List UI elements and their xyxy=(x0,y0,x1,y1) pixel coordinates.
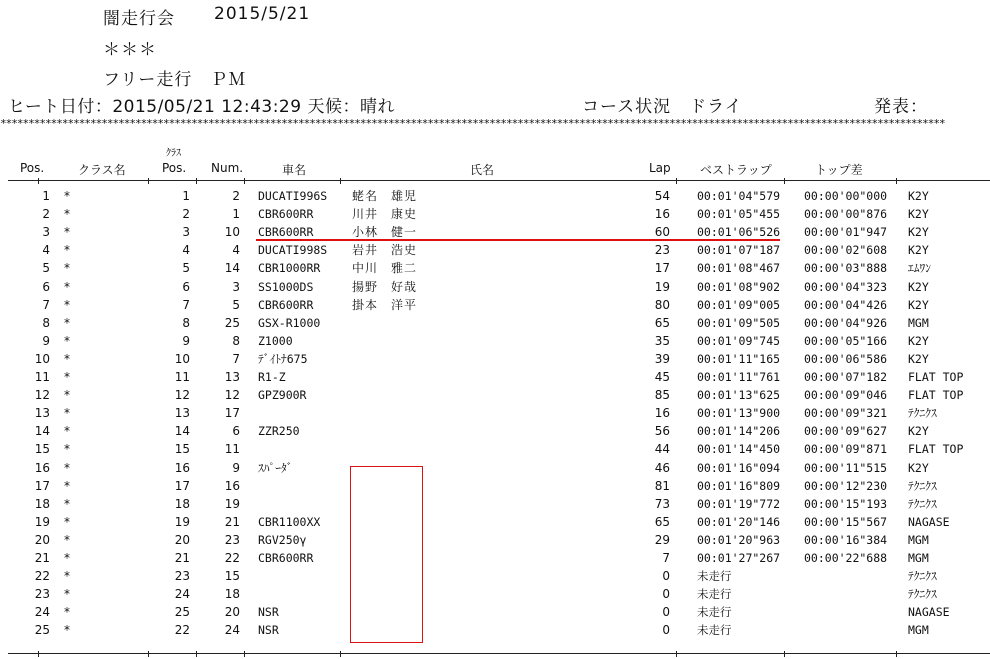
row-class: * xyxy=(64,406,70,421)
row-lap: 0 xyxy=(662,587,670,602)
highlight-box xyxy=(350,466,423,643)
row-best-lap: 00:01'16"094 xyxy=(697,460,781,475)
rule-tick xyxy=(196,651,197,657)
row-best-lap: 00:01'13"900 xyxy=(697,406,781,421)
row-class: * xyxy=(64,351,70,366)
row-team: MGM xyxy=(908,551,929,565)
row-lap: 46 xyxy=(654,460,670,475)
row-best-lap: 00:01'08"467 xyxy=(697,261,781,276)
col-class-pos-top: ｸﾗｽ xyxy=(166,148,181,159)
row-class-pos: 17 xyxy=(174,478,190,493)
row-lap: 85 xyxy=(654,388,670,403)
row-best-lap: 00:01'16"809 xyxy=(697,478,781,493)
row-lap: 54 xyxy=(654,189,670,203)
table-row xyxy=(0,386,990,404)
row-car: GSX-R1000 xyxy=(258,315,321,330)
row-pos: 21 xyxy=(34,551,50,565)
row-top-gap: 00:00'04"323 xyxy=(804,279,888,294)
row-class: * xyxy=(64,207,70,222)
table-row xyxy=(0,241,990,259)
row-top-gap: 00:00'01"947 xyxy=(804,225,888,240)
row-rider: 蛯名 雄児 xyxy=(352,189,418,203)
row-best-lap: 未走行 xyxy=(697,623,732,638)
row-class: * xyxy=(64,551,70,565)
row-class: * xyxy=(64,279,70,294)
row-class-pos: 18 xyxy=(174,496,190,511)
row-best-lap: 00:01'09"745 xyxy=(697,333,781,348)
row-car: Z1000 xyxy=(258,333,293,348)
row-num: 18 xyxy=(224,587,240,602)
event-subtitle: ＊＊＊ xyxy=(103,40,157,60)
row-num: 9 xyxy=(232,460,240,475)
row-num: 12 xyxy=(224,388,240,403)
row-pos: 18 xyxy=(34,496,50,511)
session-title: フリー走行 ＰＭ xyxy=(103,70,247,90)
row-class-pos: 20 xyxy=(174,532,190,547)
row-class-pos: 19 xyxy=(174,514,190,529)
row-class: * xyxy=(64,442,70,457)
row-class-pos: 13 xyxy=(174,406,190,421)
row-rider: 川井 康史 xyxy=(352,207,418,222)
row-team: K2Y xyxy=(908,297,929,312)
row-top-gap: 00:00'00"876 xyxy=(804,207,888,222)
row-num: 14 xyxy=(224,261,240,276)
row-class-pos: 22 xyxy=(174,623,190,638)
row-pos: 13 xyxy=(34,406,50,421)
row-rider: 揚野 好哉 xyxy=(352,279,418,294)
rule-tick xyxy=(676,178,677,184)
row-pos: 11 xyxy=(34,370,50,384)
row-top-gap: 00:00'11"515 xyxy=(804,460,888,475)
row-top-gap: 00:00'15"193 xyxy=(804,496,888,511)
col-class-name: クラス名 xyxy=(78,163,126,177)
row-team: ｴﾑﾜﾝ xyxy=(908,261,931,276)
row-best-lap: 00:01'13"625 xyxy=(697,388,781,403)
row-car: NSR xyxy=(258,623,279,638)
row-class-pos: 15 xyxy=(174,442,190,457)
rule-tick xyxy=(784,651,785,657)
row-car: CBR600RR xyxy=(258,297,314,312)
table-row xyxy=(0,440,990,458)
row-best-lap: 00:01'27"267 xyxy=(697,551,781,565)
row-top-gap: 00:00'16"384 xyxy=(804,532,888,547)
heat-info: ヒート日付：2015/05/21 12:43:29 天候：晴れ xyxy=(8,97,395,117)
row-class: * xyxy=(64,532,70,547)
row-class: * xyxy=(64,333,70,348)
row-pos: 10 xyxy=(34,351,50,366)
row-rider: 岩井 浩史 xyxy=(352,243,418,258)
col-top-gap: トップ差 xyxy=(815,163,863,177)
row-class: * xyxy=(64,388,70,403)
table-row xyxy=(0,567,990,585)
row-lap: 0 xyxy=(662,605,670,620)
col-pos: Pos. xyxy=(20,161,45,175)
row-class-pos: 11 xyxy=(174,370,190,384)
row-class-pos: 14 xyxy=(174,424,190,439)
row-team: K2Y xyxy=(908,460,929,475)
row-pos: 20 xyxy=(34,532,50,547)
row-class-pos: 12 xyxy=(174,388,190,403)
row-num: 21 xyxy=(224,514,240,529)
row-lap: 23 xyxy=(654,243,670,258)
table-row xyxy=(0,332,990,350)
table-row xyxy=(0,404,990,422)
col-class-pos: Pos. xyxy=(162,161,187,175)
row-class: * xyxy=(64,478,70,493)
rule-tick xyxy=(784,178,785,184)
row-top-gap: 00:00'12"230 xyxy=(804,478,888,493)
row-num: 23 xyxy=(224,532,240,547)
row-team: NAGASE xyxy=(908,605,950,620)
table-row xyxy=(0,368,990,386)
row-num: 17 xyxy=(224,406,240,421)
row-class: * xyxy=(64,424,70,439)
row-team: NAGASE xyxy=(908,514,950,529)
table-row xyxy=(0,513,990,531)
header-rule xyxy=(8,180,990,181)
row-class-pos: 3 xyxy=(182,225,190,240)
row-top-gap: 00:00'09"321 xyxy=(804,406,888,421)
row-lap: 16 xyxy=(654,207,670,222)
row-class: * xyxy=(64,569,70,584)
row-num: 24 xyxy=(224,623,240,638)
row-pos: 8 xyxy=(42,315,50,330)
col-rider: 氏名 xyxy=(470,163,495,177)
row-lap: 44 xyxy=(654,442,670,457)
rule-tick xyxy=(196,178,197,184)
row-pos: 12 xyxy=(34,388,50,403)
row-pos: 3 xyxy=(42,225,50,240)
row-pos: 6 xyxy=(42,279,50,294)
row-car: RGV250γ xyxy=(258,532,307,547)
rule-tick xyxy=(38,178,39,184)
rule-tick xyxy=(896,651,897,657)
row-class: * xyxy=(64,605,70,620)
row-num: 6 xyxy=(232,424,240,439)
col-num: Num. xyxy=(211,161,244,175)
row-class: * xyxy=(64,243,70,258)
row-lap: 65 xyxy=(654,315,670,330)
announce-label: 発表： xyxy=(874,97,928,117)
row-pos: 14 xyxy=(34,424,50,439)
row-pos: 19 xyxy=(34,514,50,529)
table-row xyxy=(0,350,990,368)
row-team: MGM xyxy=(908,623,929,638)
rule-tick xyxy=(340,178,341,184)
row-best-lap: 未走行 xyxy=(697,569,732,584)
separator-stars: ************************************************************************************************************************************************************************ xyxy=(0,117,945,130)
table-row xyxy=(0,585,990,603)
row-class: * xyxy=(64,587,70,602)
row-car: ZZR250 xyxy=(258,424,300,439)
row-best-lap: 00:01'05"455 xyxy=(697,207,781,222)
row-num: 4 xyxy=(232,243,240,258)
event-name: 闇走行会 xyxy=(103,9,175,29)
row-pos: 23 xyxy=(34,587,50,602)
row-pos: 16 xyxy=(34,460,50,475)
row-class-pos: 24 xyxy=(174,587,190,602)
table-row xyxy=(0,259,990,277)
row-best-lap: 00:01'08"902 xyxy=(697,279,781,294)
row-team: K2Y xyxy=(908,243,929,258)
row-class-pos: 10 xyxy=(174,351,190,366)
table-row xyxy=(0,495,990,513)
row-lap: 56 xyxy=(654,424,670,439)
row-car: ｽﾊﾟｰﾀﾞ xyxy=(258,460,293,475)
row-top-gap: 00:00'03"888 xyxy=(804,261,888,276)
row-top-gap: 00:00'15"567 xyxy=(804,514,888,529)
row-num: 13 xyxy=(224,370,240,384)
table-row xyxy=(0,531,990,549)
row-team: FLAT TOP xyxy=(908,442,964,457)
row-pos: 7 xyxy=(42,297,50,312)
row-best-lap: 00:01'04"579 xyxy=(697,189,781,203)
row-class: * xyxy=(64,460,70,475)
row-lap: 65 xyxy=(654,514,670,529)
row-class-pos: 21 xyxy=(174,551,190,565)
row-team: ﾃｸﾆｸｽ xyxy=(908,569,937,584)
row-num: 10 xyxy=(224,225,240,240)
row-top-gap: 00:00'09"871 xyxy=(804,442,888,457)
row-best-lap: 00:01'11"165 xyxy=(697,351,781,366)
rule-tick xyxy=(148,651,149,657)
rule-tick xyxy=(244,178,245,184)
row-team: K2Y xyxy=(908,207,929,222)
row-team: FLAT TOP xyxy=(908,388,964,403)
row-team: K2Y xyxy=(908,424,929,439)
row-car: CBR1000RR xyxy=(258,261,321,276)
row-best-lap: 00:01'19"772 xyxy=(697,496,781,511)
row-car: CBR1100XX xyxy=(258,514,321,529)
row-class-pos: 4 xyxy=(182,243,190,258)
row-team: ﾃｸﾆｸｽ xyxy=(908,587,937,602)
row-lap: 0 xyxy=(662,623,670,638)
row-lap: 0 xyxy=(662,569,670,584)
row-pos: 22 xyxy=(34,569,50,584)
col-best-lap: ベストラップ xyxy=(700,163,772,177)
table-row xyxy=(0,205,990,223)
rule-tick xyxy=(340,651,341,657)
table-row xyxy=(0,278,990,296)
row-num: 15 xyxy=(224,569,240,584)
row-class: * xyxy=(64,315,70,330)
row-top-gap: 00:00'06"586 xyxy=(804,351,888,366)
row-num: 16 xyxy=(224,478,240,493)
row-top-gap: 00:00'04"926 xyxy=(804,315,888,330)
table-row xyxy=(0,459,990,477)
highlight-underline xyxy=(256,239,780,241)
rule-tick xyxy=(38,651,39,657)
row-num: 20 xyxy=(224,605,240,620)
row-top-gap: 00:00'07"182 xyxy=(804,370,888,384)
row-lap: 81 xyxy=(654,478,670,493)
row-class: * xyxy=(64,496,70,511)
table-row xyxy=(0,314,990,332)
row-top-gap: 00:00'09"046 xyxy=(804,388,888,403)
row-class-pos: 1 xyxy=(182,189,190,203)
row-class-pos: 2 xyxy=(182,207,190,222)
row-car: CBR600RR xyxy=(258,207,314,222)
row-class-pos: 5 xyxy=(182,261,190,276)
row-pos: 25 xyxy=(34,623,50,638)
row-team: MGM xyxy=(908,315,929,330)
row-car: SS1000DS xyxy=(258,279,314,294)
row-num: 22 xyxy=(224,551,240,565)
row-team: K2Y xyxy=(908,225,929,240)
row-team: ﾃｸﾆｸｽ xyxy=(908,478,937,493)
row-team: K2Y xyxy=(908,351,929,366)
row-top-gap: 00:00'09"627 xyxy=(804,424,888,439)
row-rider: 小林 健一 xyxy=(352,225,418,240)
col-car: 車名 xyxy=(282,163,307,177)
row-class-pos: 23 xyxy=(174,569,190,584)
row-num: 8 xyxy=(232,333,240,348)
row-team: K2Y xyxy=(908,279,929,294)
table-row xyxy=(0,603,990,621)
rule-tick xyxy=(244,651,245,657)
row-car: CBR600RR xyxy=(258,551,314,565)
row-class: * xyxy=(64,189,70,203)
row-best-lap: 未走行 xyxy=(697,587,732,602)
row-best-lap: 00:01'14"206 xyxy=(697,424,781,439)
row-best-lap: 00:01'20"963 xyxy=(697,532,781,547)
row-class-pos: 6 xyxy=(182,279,190,294)
row-best-lap: 00:01'11"761 xyxy=(697,370,781,384)
row-class-pos: 16 xyxy=(174,460,190,475)
row-lap: 73 xyxy=(654,496,670,511)
row-num: 1 xyxy=(232,207,240,222)
row-num: 3 xyxy=(232,279,240,294)
row-team: K2Y xyxy=(908,333,929,348)
course-status: コース状況 ドライ xyxy=(582,97,743,117)
footer-rule xyxy=(8,653,990,654)
row-class: * xyxy=(64,623,70,638)
row-lap: 17 xyxy=(654,261,670,276)
row-rider: 掛本 洋平 xyxy=(352,297,418,312)
row-car: CBR600RR xyxy=(258,225,314,240)
rule-tick xyxy=(148,178,149,184)
row-num: 11 xyxy=(224,442,240,457)
table-row xyxy=(0,187,990,205)
row-lap: 19 xyxy=(654,279,670,294)
row-pos: 1 xyxy=(42,189,50,203)
row-num: 2 xyxy=(232,189,240,203)
row-lap: 35 xyxy=(654,333,670,348)
row-top-gap: 00:00'05"166 xyxy=(804,333,888,348)
row-class-pos: 7 xyxy=(182,297,190,312)
row-lap: 16 xyxy=(654,406,670,421)
row-class: * xyxy=(64,261,70,276)
row-pos: 4 xyxy=(42,243,50,258)
row-lap: 60 xyxy=(654,225,670,240)
row-car: R1-Z xyxy=(258,370,286,384)
row-num: 7 xyxy=(232,351,240,366)
row-team: ﾃｸﾆｸｽ xyxy=(908,496,937,511)
row-class: * xyxy=(64,225,70,240)
table-row xyxy=(0,477,990,495)
row-top-gap: 00:00'00"000 xyxy=(804,189,888,203)
row-lap: 45 xyxy=(654,370,670,384)
row-class-pos: 9 xyxy=(182,333,190,348)
row-team: ﾃｸﾆｸｽ xyxy=(908,406,937,421)
row-class: * xyxy=(64,297,70,312)
row-car: GPZ900R xyxy=(258,388,307,403)
rule-tick xyxy=(676,651,677,657)
row-best-lap: 00:01'14"450 xyxy=(697,442,781,457)
col-lap: Lap xyxy=(649,161,671,175)
table-row xyxy=(0,296,990,314)
row-team: K2Y xyxy=(908,189,929,203)
row-num: 19 xyxy=(224,496,240,511)
table-row xyxy=(0,422,990,440)
row-pos: 17 xyxy=(34,478,50,493)
row-car: ﾃﾞｲﾄﾅ675 xyxy=(258,351,308,366)
row-pos: 5 xyxy=(42,261,50,276)
table-row xyxy=(0,621,990,639)
row-class: * xyxy=(64,370,70,384)
row-car: DUCATI996S xyxy=(258,189,328,203)
row-lap: 39 xyxy=(654,351,670,366)
table-row xyxy=(0,549,990,567)
row-best-lap: 00:01'09"505 xyxy=(697,315,781,330)
row-class-pos: 25 xyxy=(174,605,190,620)
row-team: FLAT TOP xyxy=(908,370,964,384)
row-top-gap: 00:00'02"608 xyxy=(804,243,888,258)
row-top-gap: 00:00'22"688 xyxy=(804,551,888,565)
row-team: MGM xyxy=(908,532,929,547)
row-num: 5 xyxy=(232,297,240,312)
event-date: 2015/5/21 xyxy=(214,4,311,24)
row-best-lap: 00:01'09"005 xyxy=(697,297,781,312)
row-class: * xyxy=(64,514,70,529)
row-lap: 29 xyxy=(654,532,670,547)
row-best-lap: 未走行 xyxy=(697,605,732,620)
row-car: DUCATI998S xyxy=(258,243,328,258)
row-pos: 24 xyxy=(34,605,50,620)
row-num: 25 xyxy=(224,315,240,330)
row-pos: 9 xyxy=(42,333,50,348)
row-lap: 80 xyxy=(654,297,670,312)
row-rider: 中川 雅二 xyxy=(352,261,418,276)
row-pos: 2 xyxy=(42,207,50,222)
row-pos: 15 xyxy=(34,442,50,457)
rule-tick xyxy=(896,178,897,184)
row-lap: 7 xyxy=(662,551,670,565)
row-top-gap: 00:00'04"426 xyxy=(804,297,888,312)
row-best-lap: 00:01'20"146 xyxy=(697,514,781,529)
row-car: NSR xyxy=(258,605,279,620)
row-best-lap: 00:01'07"187 xyxy=(697,243,781,258)
row-best-lap: 00:01'06"526 xyxy=(697,225,781,240)
row-class-pos: 8 xyxy=(182,315,190,330)
